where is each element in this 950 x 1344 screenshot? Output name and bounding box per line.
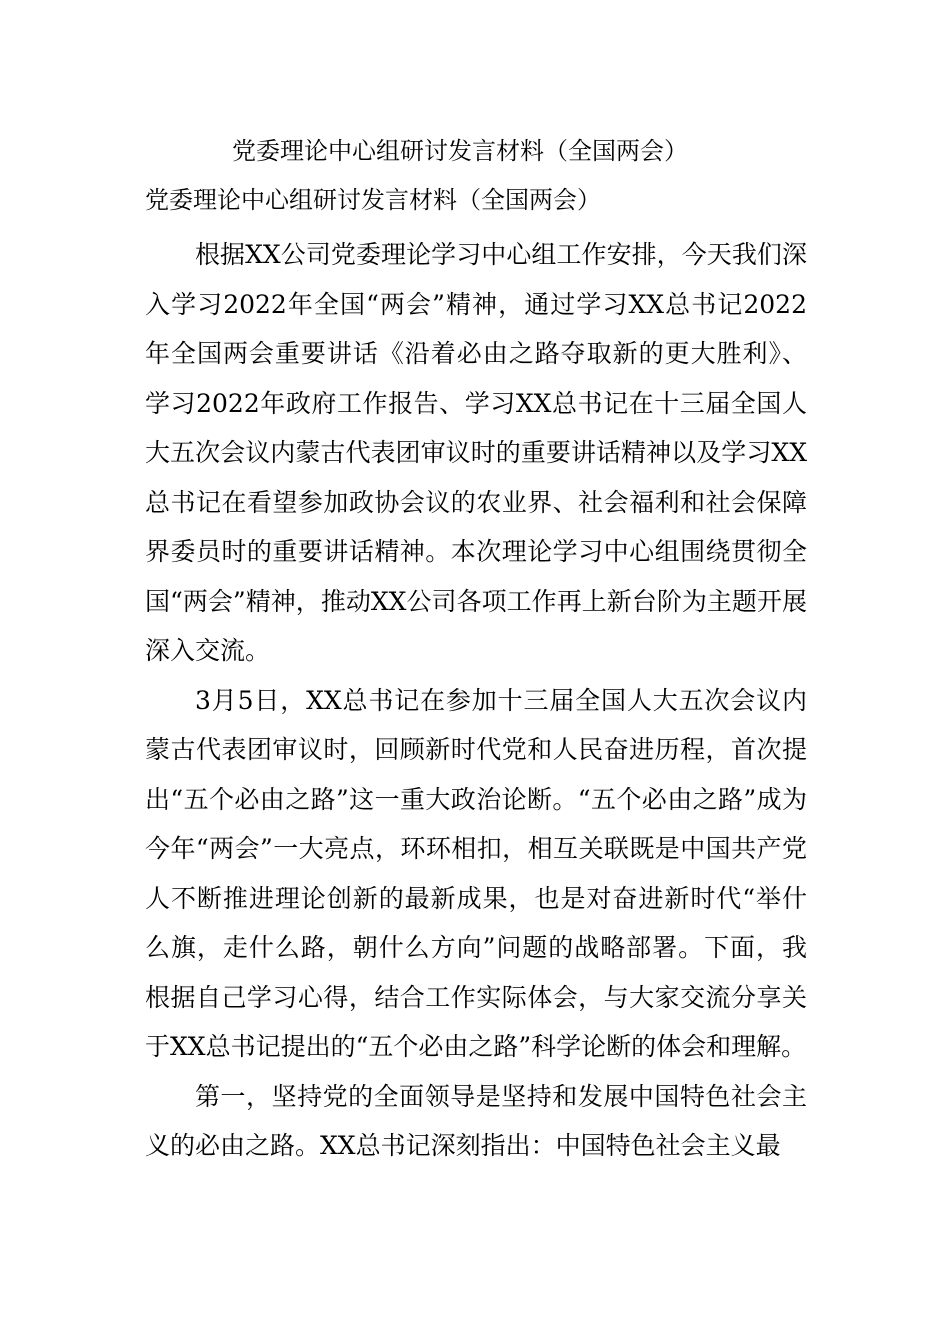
document-title: 党委理论中心组研讨发言材料（全国两会） — [232, 137, 688, 165]
paragraph-intro: 根据XX公司党委理论学习中心组工作安排，今天我们深入学习2022年全国“两会”精神，通过学习XX总书记2022年全国两会重要讲话《沿着必由之路夺取新的更大胜利》、学习2022年政府工作报告、学习XX总书记在十三届全国人大五次会议内蒙古代表团审议时的重要讲话精神以及学习XX总书记在看望参加政协会议的农业界、社会福利和社会保障界委员时的重要讲话精神。本次理论学习中心组围绕贯彻全国“两会”精神，推动XX公司各项工作再上新台阶为主题开展深入交流。 — [145, 240, 807, 665]
paragraph-five-paths: 3月5日，XX总书记在参加十三届全国人大五次会议内蒙古代表团审议时，回顾新时代党和人民奋进历程，首次提出“五个必由之路”这一重大政治论断。“五个必由之路”成为今年“两会”一大亮点，环环相扣，相互关联既是中国共产党人不断推进理论创新的最新成果，也是对奋进新时代“举什么旗，走什么路，朝什么方向”问题的战略部署。下面，我根据自己学习心得，结合工作实际体会，与大家交流分享关于XX总书记提出的“五个必由之路”科学论断的体会和理解。 — [145, 685, 807, 1061]
document-subtitle: 党委理论中心组研讨发言材料（全国两会） — [145, 186, 601, 214]
paragraph-first-point: 第一，坚持党的全面领导是坚持和发展中国特色社会主义的必由之路。XX总书记深刻指出：中国特色社会主义最 — [145, 1081, 807, 1160]
document-body — [145, 230, 807, 1171]
